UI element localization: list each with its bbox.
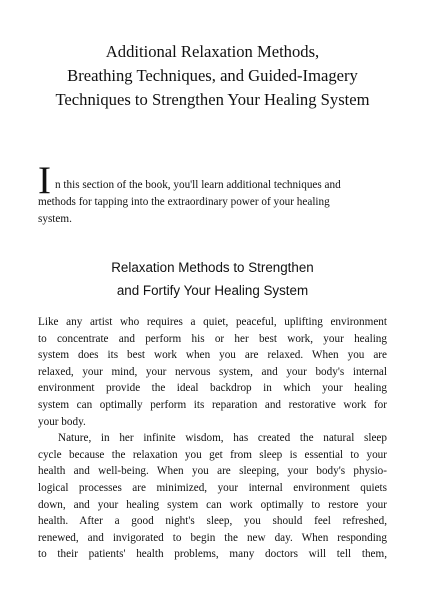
paragraph-1 bbox=[38, 314, 387, 430]
text-line: your body. bbox=[38, 415, 86, 428]
intro-line-1-text: n this section of the book, you'll learn additional techniques and bbox=[55, 179, 341, 191]
chapter-title-line-1: Additional Relaxation Methods, bbox=[105, 42, 320, 61]
book-page bbox=[38, 0, 387, 590]
chapter-title-line-3: Techniques to Strengthen Your Healing System bbox=[55, 90, 370, 109]
chapter-title bbox=[38, 40, 387, 112]
intro-line-2: methods for tapping into the extraordinary power of your healing bbox=[38, 196, 330, 208]
section-heading-line-1: Relaxation Methods to Strengthen bbox=[111, 260, 314, 275]
text-line: renewed, and invigorated to begin the new day. When responding bbox=[38, 531, 387, 544]
text-line: system does its best work when you are relaxed. When you are bbox=[38, 349, 387, 362]
text-line: cycle because the relaxation you get from sleep is essential to your bbox=[38, 448, 387, 461]
intro-paragraph bbox=[38, 159, 387, 228]
text-line: down, and your healing system can work optimally to restore your bbox=[38, 498, 387, 511]
text-line: system can optimally perform its reparation and restorative work for bbox=[38, 398, 387, 411]
paragraph-2 bbox=[38, 430, 387, 563]
text-line: Nature, in her infinite wisdom, has created the natural sleep bbox=[58, 432, 387, 445]
section-heading bbox=[38, 256, 387, 302]
text-line: relaxed, your mind, your nervous system, and your body's internal bbox=[38, 365, 387, 378]
text-line: to concentrate and perform his or her best work, your healing bbox=[38, 332, 387, 345]
text-line: environment provide the ideal backdrop in which your healing bbox=[38, 382, 387, 395]
section-heading-line-2: and Fortify Your Healing System bbox=[116, 283, 309, 298]
drop-cap: I bbox=[38, 159, 51, 202]
intro-line-3: system. bbox=[38, 213, 72, 225]
text-line: Like any artist who requires a quiet, peaceful, uplifting environment bbox=[38, 316, 387, 328]
text-line: to their patients' health problems, many doctors will tell them, bbox=[38, 548, 387, 561]
chapter-title-line-2: Breathing Techniques, and Guided-Imagery bbox=[67, 66, 358, 85]
text-line: health and well-being. When you are sleeping, your body's physio- bbox=[38, 465, 387, 478]
text-line: logical processes are minimized, your internal environment quiets bbox=[38, 481, 387, 494]
text-line: health. After a good night's sleep, you should feel refreshed, bbox=[38, 515, 387, 528]
body-text bbox=[38, 314, 387, 563]
